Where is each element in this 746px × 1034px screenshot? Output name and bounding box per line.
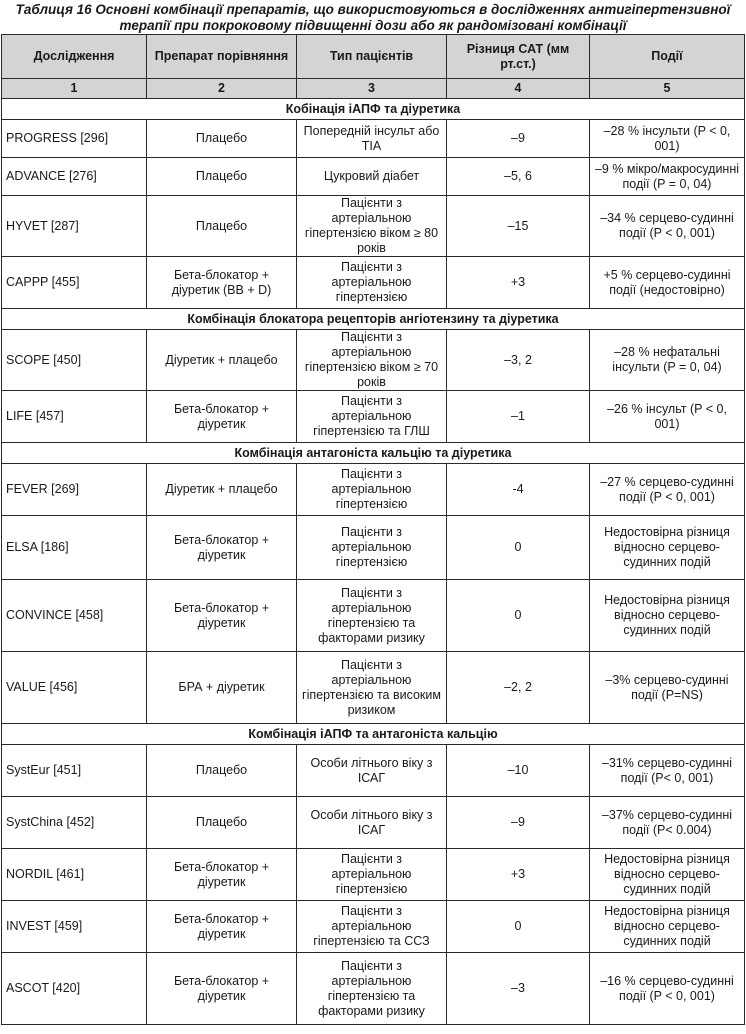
comparator-cell: Плацебо [147,120,297,158]
patients-cell: Цукровий діабет [297,158,447,196]
section-title: Комбінація іАПФ та антагоніста кальцію [2,724,745,745]
table-row [2,953,745,1025]
study-cell: VALUE [456] [2,652,147,724]
patients-cell: Пацієнти з артеріальною гіпертензією [297,257,447,309]
section-header-row [2,724,745,745]
header-number: 1 [2,79,147,99]
sbp-diff-cell: –3, 2 [447,330,590,391]
header-number: 3 [297,79,447,99]
study-cell: SystChina [452] [2,797,147,849]
patients-cell: Пацієнти з артеріальною гіпертензією та високим ризиком [297,652,447,724]
table-row [2,120,745,158]
header-patients: Тип пацієнтів [297,35,447,79]
comparator-cell: Бета-блокатор + діуретик [147,849,297,901]
sbp-diff-cell: +3 [447,849,590,901]
header-row [2,35,745,79]
study-cell: INVEST [459] [2,901,147,953]
table-row [2,797,745,849]
comparator-cell: Бета-блокатор + діуретик [147,901,297,953]
sbp-diff-cell: –9 [447,797,590,849]
table-row [2,158,745,196]
header-number: 4 [447,79,590,99]
comparator-cell: Плацебо [147,797,297,849]
comparator-cell: Плацебо [147,158,297,196]
header-study: Дослідження [2,35,147,79]
events-cell: +5 % серцево-судинні події (недостовірно) [590,257,745,309]
comparator-cell: Бета-блокатор + діуретик [147,516,297,580]
study-cell: SCOPE [450] [2,330,147,391]
table-row [2,330,745,391]
section-header-row [2,99,745,120]
events-cell: Недостовірна різниця відносно серцево-судинних подій [590,580,745,652]
study-cell: ASCOT [420] [2,953,147,1025]
comparator-cell: Плацебо [147,745,297,797]
patients-cell: Пацієнти з артеріальною гіпертензією [297,516,447,580]
patients-cell: Особи літнього віку з ІСАГ [297,745,447,797]
section-header-row [2,443,745,464]
events-cell: Недостовірна різниця відносно серцево-судинних подій [590,901,745,953]
study-cell: ADVANCE [276] [2,158,147,196]
comparator-cell: Бета-блокатор + діуретик (BB + D) [147,257,297,309]
sbp-diff-cell: –3 [447,953,590,1025]
sbp-diff-cell: +3 [447,257,590,309]
events-cell: –37% серцево-судинні події (P< 0.004) [590,797,745,849]
table-row [2,580,745,652]
section-title: Комбінація антагоніста кальцію та діуретика [2,443,745,464]
table-row [2,464,745,516]
study-cell: FEVER [269] [2,464,147,516]
table-row [2,196,745,257]
study-cell: PROGRESS [296] [2,120,147,158]
table-row [2,391,745,443]
comparator-cell: Діуретик + плацебо [147,464,297,516]
patients-cell: Пацієнти з артеріальною гіпертензією та факторами ризику [297,953,447,1025]
table-row [2,652,745,724]
sbp-diff-cell: –15 [447,196,590,257]
study-cell: SystEur [451] [2,745,147,797]
sbp-diff-cell: 0 [447,580,590,652]
sbp-diff-cell: -4 [447,464,590,516]
sbp-diff-cell: –10 [447,745,590,797]
comparator-cell: Бета-блокатор + діуретик [147,391,297,443]
events-cell: –34 % серцево-судинні події (P < 0, 001) [590,196,745,257]
study-cell: CAPPP [455] [2,257,147,309]
header-sbp-diff: Різниця САТ (мм рт.ст.) [447,35,590,79]
table-body [2,99,745,1025]
patients-cell: Пацієнти з артеріальною гіпертензією та ГЛШ [297,391,447,443]
patients-cell: Пацієнти з артеріальною гіпертензією та факторами ризику [297,580,447,652]
table-row [2,516,745,580]
study-cell: ELSA [186] [2,516,147,580]
section-title: Комбінація блокатора рецепторів ангіотензину та діуретика [2,309,745,330]
patients-cell: Пацієнти з артеріальною гіпертензією та ССЗ [297,901,447,953]
events-cell: –9 % мікро/макросудинні події (P = 0, 04) [590,158,745,196]
events-cell: –26 % інсульт (P < 0, 001) [590,391,745,443]
table-row [2,849,745,901]
combinations-table [1,34,745,1025]
patients-cell: Попередній інсульт або TIA [297,120,447,158]
sbp-diff-cell: –1 [447,391,590,443]
table-row [2,901,745,953]
events-cell: –3% серцево-судинні події (P=NS) [590,652,745,724]
study-cell: LIFE [457] [2,391,147,443]
events-cell: –28 % нефатальні інсульти (P = 0, 04) [590,330,745,391]
sbp-diff-cell: –2, 2 [447,652,590,724]
patients-cell: Пацієнти з артеріальною гіпертензією віком ≥ 70 років [297,330,447,391]
comparator-cell: Бета-блокатор + діуретик [147,580,297,652]
header-number: 5 [590,79,745,99]
events-cell: –28 % інсульти (P < 0, 001) [590,120,745,158]
section-title: Кобінація іАПФ та діуретика [2,99,745,120]
section-header-row [2,309,745,330]
events-cell: Недостовірна різниця відносно серцево-судинних подій [590,516,745,580]
table-row [2,257,745,309]
patients-cell: Пацієнти з артеріальною гіпертензією [297,849,447,901]
header-comparator: Препарат порівняння [147,35,297,79]
study-cell: NORDIL [461] [2,849,147,901]
comparator-cell: Плацебо [147,196,297,257]
comparator-cell: Діуретик + плацебо [147,330,297,391]
events-cell: Недостовірна різниця відносно серцево-судинних подій [590,849,745,901]
events-cell: –16 % серцево-судинні події (P < 0, 001) [590,953,745,1025]
header-events: Події [590,35,745,79]
header-number: 2 [147,79,297,99]
patients-cell: Особи літнього віку з ІСАГ [297,797,447,849]
study-cell: HYVET [287] [2,196,147,257]
sbp-diff-cell: 0 [447,901,590,953]
comparator-cell: Бета-блокатор + діуретик [147,953,297,1025]
sbp-diff-cell: –5, 6 [447,158,590,196]
patients-cell: Пацієнти з артеріальною гіпертензією віком ≥ 80 років [297,196,447,257]
events-cell: –31% серцево-судинні події (P< 0, 001) [590,745,745,797]
table-caption: Таблиця 16 Основні комбінації препаратів, що використовуються в дослідженнях антигіпертензивної терапії при покроковому підвищенні дози або як рандомізовані комбінації [15,2,731,33]
comparator-cell: БРА + діуретик [147,652,297,724]
events-cell: –27 % серцево-судинні події (P < 0, 001) [590,464,745,516]
table-row [2,745,745,797]
study-cell: CONVINCE [458] [2,580,147,652]
patients-cell: Пацієнти з артеріальною гіпертензією [297,464,447,516]
sbp-diff-cell: –9 [447,120,590,158]
header-number-row [2,79,745,99]
sbp-diff-cell: 0 [447,516,590,580]
